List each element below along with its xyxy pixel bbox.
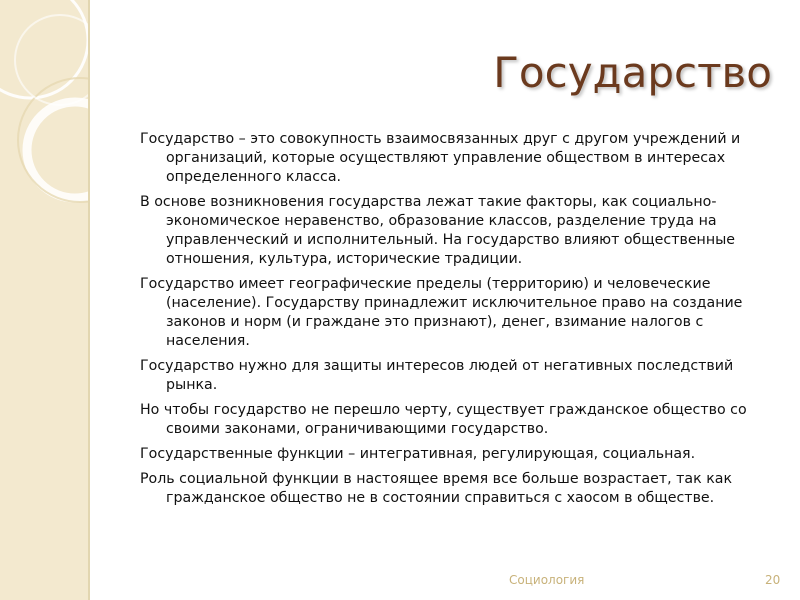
side-band-edge <box>88 0 90 600</box>
slide-title: Государство <box>493 48 772 97</box>
page-number: 20 <box>765 573 781 587</box>
paragraph: Но чтобы государство не перешло черту, существует гражданское общество со своими законами, ограничивающими государство. <box>140 402 747 437</box>
paragraph: Роль социальной функции в настоящее время все больше возрастает, так как гражданское общество не в состоянии справиться с хаосом в обществе. <box>140 471 733 506</box>
decorative-circles <box>0 0 88 600</box>
paragraph: Государство имеет географические пределы (территорию) и человеческие (население). Государству принадлежит исключительное право на создание законов и норм (и граждане это признают), денег, взимание налогов с населения. <box>140 276 743 349</box>
paragraph: Государственные функции – интегративная, регулирующая, социальная. <box>140 446 696 462</box>
decorative-side-band <box>0 0 88 600</box>
paragraph: В основе возникновения государства лежат такие факторы, как социально-экономическое неравенство, образование классов, разделение труда на управленческий и исполнительный. На государство влияют общественные отношения, культура, исторические традиции. <box>140 194 736 267</box>
paragraph: Государство – это совокупность взаимосвязанных друг с другом учреждений и организаций, которые осуществляют управление обществом в интересах определенного класса. <box>140 131 741 185</box>
paragraph: Государство нужно для защиты интересов людей от негативных последствий рынка. <box>140 358 734 393</box>
slide-body <box>140 130 760 514</box>
footer-subject: Социология <box>509 573 585 587</box>
